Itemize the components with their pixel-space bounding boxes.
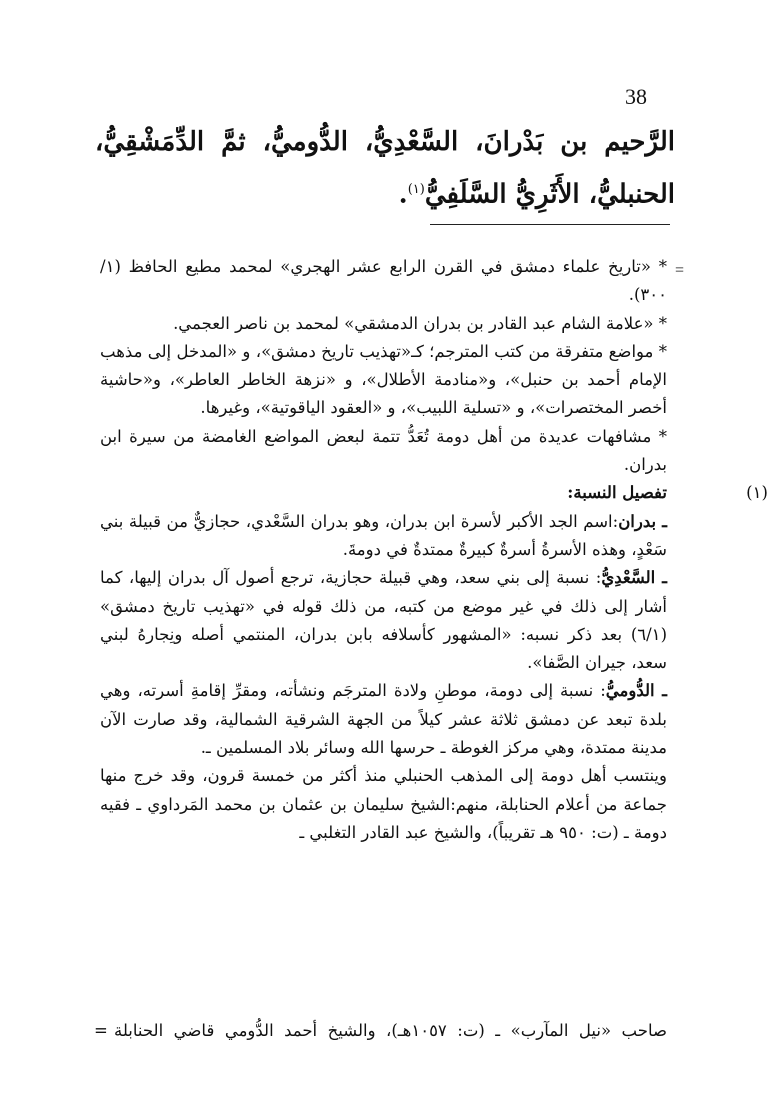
nisba-text: : نسبة إلى دومة، موطنِ ولادة المترجَم ونشأته، ومقرِّ إقامةِ أسرته، وهي بلدة تبعد عن دمشق ثلاثة عشر كيلاً من الجهة الشرقية الشمالية، وقد صارت الآن مدينة ممتدة، وهي مركز الغوطة ـ حرسها الله وسائر بلاد المسلمين ـ. (100, 681, 667, 758)
source-item: * «علامة الشام عبد القادر بن بدران الدمشقي» لمحمد بن ناصر العجمي. (173, 313, 667, 333)
nisba-item (100, 677, 667, 762)
page-number: 38 (625, 84, 647, 109)
continuation-mark: = (675, 262, 685, 279)
main-text-end: . (398, 179, 408, 210)
footnotes (100, 253, 768, 847)
nisba-item (100, 564, 667, 677)
nisba-term: ـ السَّعْدِيُّ (601, 568, 667, 588)
footnote-1-heading-label: تفصيل النسبة: (567, 483, 667, 503)
footnote-paragraph: وينتسب أهل دومة إلى المذهب الحنبلي منذ أكثر من خمسة قرون، وقد خرج منها جماعة من أعلام الحنابلة، منهم:الشيخ سليمان بن عثمان بن محمد المَرداوي ـ فقيه دومة ـ (ت: ٩٥٠ هـ تقريباً)، والشيخ عبد القادر التغلبي ـ (100, 766, 667, 842)
footnote-end-mark: = (94, 1021, 108, 1040)
footnote-1-heading (100, 479, 768, 507)
footnote-ref: (١) (407, 182, 425, 197)
nisba-term: ـ بدران (618, 511, 667, 531)
footnote-1-marker: (١) (746, 483, 768, 503)
main-text-body: الرَّحيم بن بَدْرانَ، السَّعْدِيُّ، الدُّوميُّ، ثمَّ الدِّمَشْقِيُّ، الحنبليُّ، الأَثَرِيُّ السَّلَفِيُّ (95, 127, 675, 210)
footnote-separator (430, 224, 670, 225)
nisba-term: ـ الدُّوميُّ (605, 681, 667, 701)
source-item: * «تاريخ علماء دمشق في القرن الرابع عشر الهجري» لمحمد مطيع الحافظ (١/ ٣٠٠). (100, 257, 667, 305)
nisba-text: :اسم الجد الأكبر لأسرة ابن بدران، وهو بدران السَّعْدي، حجازيٌّ من قبيلة بني سَعْدٍ، وهذه الأسرةُ أسرةٌ كبيرةٌ ممتدةٌ في دومةَ. (100, 511, 667, 559)
source-item: * مشافهات عديدة من أهل دومة تُعَدُّ تتمة لبعض المواضع الغامضة من سيرة ابن بدران. (100, 426, 667, 475)
main-text (95, 118, 675, 219)
footnote-last-line (94, 1017, 667, 1045)
footnote-last-line-text: صاحب «نيل المآرب» ـ (ت: ١٠٥٧هـ)، والشيخ أحمد الدُّومي قاضي الحنابلة (114, 1021, 667, 1040)
source-item: * مواضع متفرقة من كتب المترجم؛ كـ«تهذيب تاريخ دمشق»، و «المدخل إلى مذهب الإمام أحمد بن حنبل»، و«منادمة الأطلال»، و «نزهة الخاطر العاطر»، و«حاشية أخصر المختصرات»، و «تسلية اللبيب»، و «العقود الياقوتية»، وغيرها. (100, 341, 667, 418)
nisba-item (100, 508, 667, 565)
nisba-text: : نسبة إلى بني سعد، وهي قبيلة حجازية، ترجع أصول آل بدران إليها، كما أشار إلى ذلك في غير موضع من كتبه، من ذلك قوله في «تهذيب تاريخ دمشق» (٦/١) بعد ذكر نسبه: «المشهور كأسلافه بابن بدران، المنتمي أصله ونِجارهُ لبني سعد، جيران الصَّفا». (100, 568, 667, 673)
